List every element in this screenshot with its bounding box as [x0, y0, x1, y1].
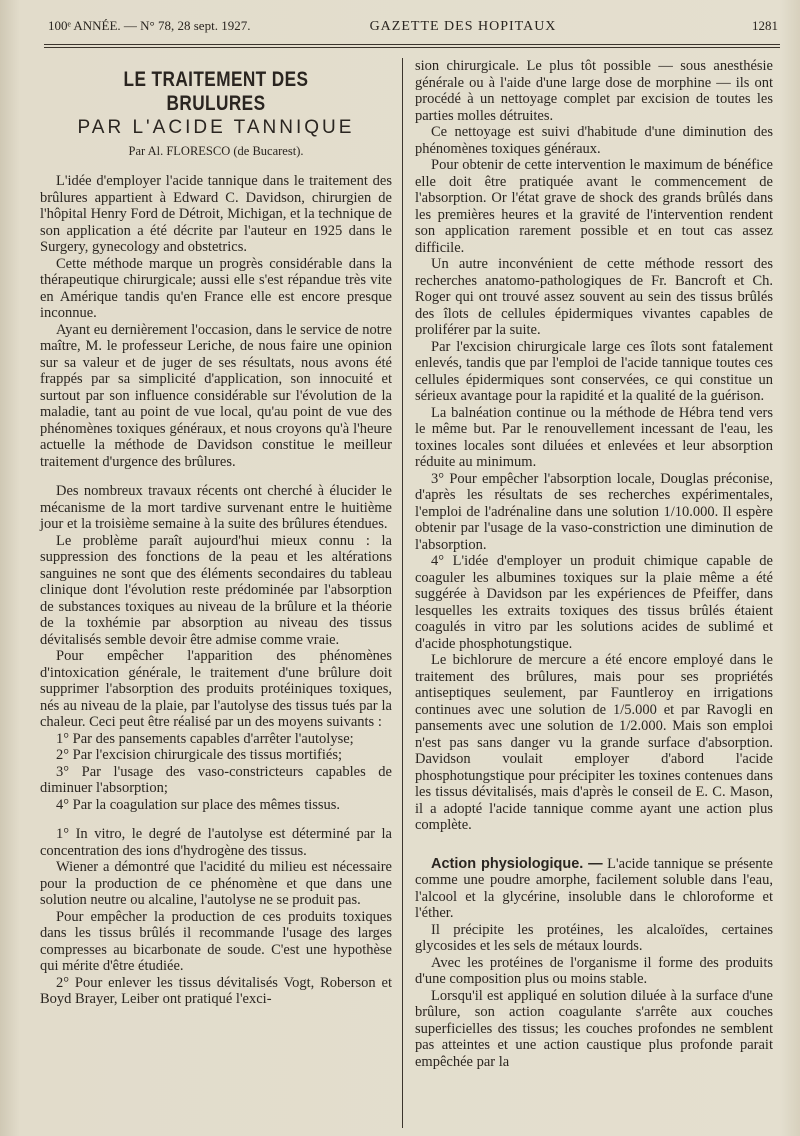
- section-heading: Action physiologique. —: [431, 855, 603, 872]
- paragraph: Pour obtenir de cette intervention le maximum de bénéfice elle doit être pratiquée avant le commencement de l'absorption. Or l'état grave de shock des grands brûlés dans les premières heures et la gravité de l'intervention rendent son application rarement possible et en tout cas assez difficile.: [415, 157, 773, 256]
- column-divider: [402, 58, 403, 1128]
- paragraph: 2° Pour enlever les tissus dévitalisés Vogt, Roberson et Boyd Brayer, Leiber ont pratiqué l'exci-: [40, 974, 392, 1007]
- paragraph: Cette méthode marque un progrès considérable dans la thérapeutique chirurgicale; aussi elle s'est répandue très vite en Amérique tandis qu'en France elle est encore presque inconnue.: [40, 255, 392, 321]
- left-column: [40, 58, 392, 1008]
- paragraph: Des nombreux travaux récents ont cherché à élucider le mécanisme de la mort tardive survenant entre le huitième jour et la troisième semaine à la suite des brûlures étendues.: [40, 483, 392, 532]
- paragraph: Pour empêcher la production de ces produits toxiques dans les tissus brûlés il recommande l'usage des larges compresses au bicarbonate de soude. C'est une hypothèse qui mérite d'être étudiée.: [40, 908, 392, 974]
- running-header: [48, 18, 778, 42]
- paragraph: Ayant eu dernièrement l'occasion, dans le service de notre maître, M. le professeur Leriche, de nous faire une opinion sur sa valeur et de juger de ses résultats, nous avons été frappés par sa simplicité d'application, son innocuité et surtout par son influence considérable sur l'évolution de la maladie, tant au point de vue local, qu'au point de vue des phénomènes toxiques généraux, et nous croyons qu'à l'heure actuelle la méthode de Davidson constitue le meilleur traitement d'urgence des brûlures.: [40, 321, 392, 470]
- paragraph: 1° In vitro, le degré de l'autolyse est déterminé par la concentration des ions d'hydrogène des tissus.: [40, 826, 392, 859]
- list-item: 1° Par des pansements capables d'arrêter l'autolyse;: [56, 730, 354, 747]
- paragraph: 4° L'idée d'employer un produit chimique capable de coaguler les albumines toxiques sur la plaie même a été suggérée à Davidson par les expériences de Pfeiffer, dans lesquelles les extraits toxiques des tissus brûlés étaient coagulés in vitro par les solutions acides de sublimé et d'acide phosphotungstique.: [415, 553, 773, 652]
- article-title: LE TRAITEMENT DES BRULURES: [123, 68, 309, 115]
- section-paragraph: [415, 856, 773, 922]
- byline: Par Al. FLORESCO (de Bucarest).: [128, 143, 304, 158]
- journal-title: GAZETTE DES HOPITAUX: [369, 19, 557, 34]
- paragraph: L'idée d'employer l'acide tannique dans le traitement des brûlures appartient à Edward C. Davidson, chirurgien de l'hôpital Henry Ford de Détroit, Michigan, et la technique de son application a été décrite par l'auteur en 1925 dans le Surgery, gynecology and obstetrics.: [40, 173, 392, 255]
- list-item: 4° Par la coagulation sur place des mêmes tissus.: [56, 796, 341, 813]
- paragraph: 3° Pour empêcher l'absorption locale, Douglas préconise, d'après les résultats de ses recherches expérimentales, l'emploi de l'adrénaline dans une solution 1/10.000. Il espère obtenir par l'usage de la vaso-constriction une diminution de l'absorption.: [415, 470, 773, 553]
- paragraph: Le problème paraît aujourd'hui mieux connu : la suppression des fonctions de la peau et les altérations sanguines ne sont que des éléments secondaires du tableau clinique dont l'évolution reste prédominée par l'absorption de substances toxiques au niveau de la brûlure et la théorie de la toxhémie par absorption au niveau des tissus dévitalisés semble devoir être admise comme vraie.: [40, 532, 392, 648]
- section-text: L'acide tannique se présente comme une poudre amorphe, facilement soluble dans l'eau, l'alcool et la glycérine, insoluble dans le chloroforme et l'éther.: [415, 855, 773, 921]
- paragraph: sion chirurgicale. Le plus tôt possible — sous anesthésie générale ou à l'aide d'une large dose de morphine — ils ont procédé à un nettoyage complet par excision de toutes les parties molles détruites.: [415, 58, 773, 124]
- paragraph: Par l'excision chirurgicale large ces îlots sont fatalement enlevés, tandis que par l'emploi de l'acide tannique toutes ces cellules épidermiques sont conservées, ce qui constitue un sérieux avantage pour la rapidité et la qualité de la guérison.: [415, 338, 773, 404]
- paragraph: Wiener a démontré que l'acidité du milieu est nécessaire pour la production de ce phénomène et que dans une solution neutre ou alcaline, l'autolyse ne se produit pas.: [40, 859, 392, 908]
- paragraph: Pour empêcher l'apparition des phénomènes d'intoxication générale, le traitement d'une brûlure doit supprimer l'absorption des produits protéiniques toxiques, nés au niveau de la plaie, par l'autolyse des tissus tués par la chaleur. Ceci peut être réalisé par un des moyens suivants :: [40, 648, 392, 730]
- header-rule: [44, 44, 780, 45]
- paragraph: Ce nettoyage est suivi d'habitude d'une diminution des phénomènes toxiques généraux.: [415, 124, 773, 157]
- paragraph: Avec les protéines de l'organisme il forme des produits d'une composition plus ou moins stable.: [415, 954, 773, 987]
- paragraph: Le bichlorure de mercure a été encore employé dans le traitement des brûlures, mais pour ses propriétés antiseptiques seulement, par Fauntleroy en irrigations continues avec une solution de 1/5.000 et par Ravogli en pansements avec une solution de 1/2.000. Mais son emploi n'est pas sans danger vu la grande surface d'absorption. Davidson voulait employer d'abord l'acide phosphotungstique pour précipiter les toxines contenues dans les tissus dévitalisés, mais d'après le conseil de E. C. Mason, il a adopté l'acide tannique comme ayant une action plus complète.: [415, 652, 773, 833]
- page-number: 1281: [752, 18, 778, 33]
- issue-info: 100ᵉ ANNÉE. — N° 78, 28 sept. 1927.: [48, 18, 251, 33]
- paragraph: Il précipite les protéines, les alcaloïdes, certaines glycosides et les sels de métaux lourds.: [415, 921, 773, 954]
- paragraph: Un autre inconvénient de cette méthode ressort des recherches anatomo-pathologiques de Fr. Bancroft et Ch. Roger qui ont trouvé assez souvent au sein des tissus brûlés des îlots de cellules épidermiques vivantes capables de proliférer par la suite.: [415, 256, 773, 338]
- list-item: 2° Par l'excision chirurgicale des tissus mortifiés;: [56, 747, 343, 763]
- article-subtitle: PAR L'ACIDE TANNIQUE: [77, 117, 355, 138]
- right-column: [415, 58, 773, 1070]
- header-rule-double: [44, 47, 780, 48]
- paragraph: Lorsqu'il est appliqué en solution diluée à la surface d'une brûlure, son action coagulante s'arrête aux couches superficielles des tissus; les couches profondes ne semblent pas atteintes et une action caustique plus profonde parait empêchée par la: [415, 987, 773, 1070]
- list-item: 3° Par l'usage des vaso-constricteurs capables de diminuer l'absorption;: [40, 763, 392, 796]
- paragraph: La balnéation continue ou la méthode de Hébra tend vers le même but. Par le renouvellement incessant de l'eau, les toxines locales sont diluées et enlevées et leur absorption réduite au minimum.: [415, 404, 773, 470]
